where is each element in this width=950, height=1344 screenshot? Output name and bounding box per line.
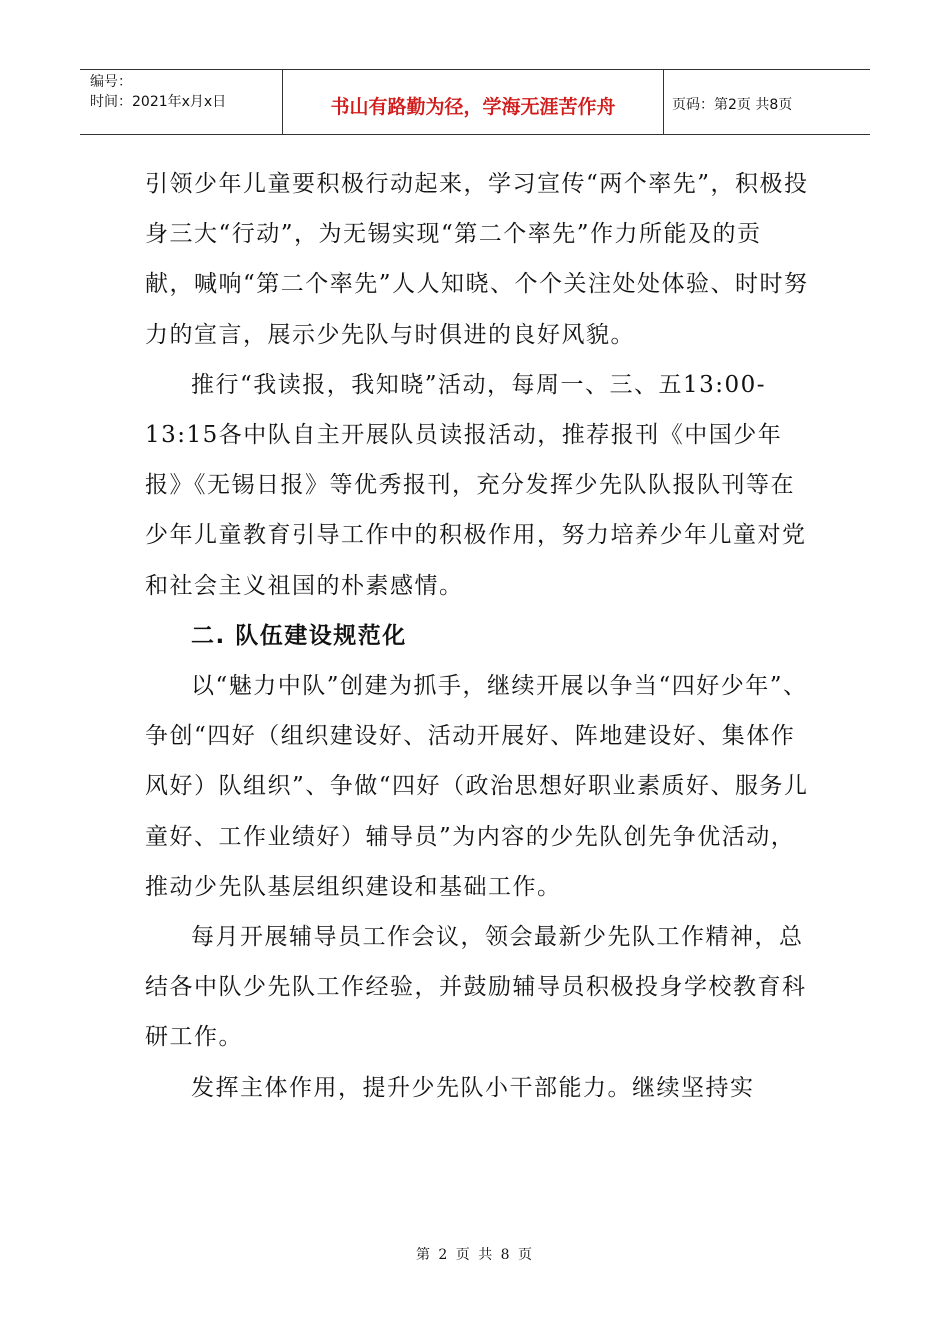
paragraph-5: 发挥主体作用，提升少先队小干部能力。继续坚持实 [191,1074,755,1101]
paragraph-4: 每月开展辅导员工作会议，领会最新少先队工作精神，总结各中队少先队工作经验，并鼓励辅导员积极投身学校教育科研工作。 [145,924,807,1051]
page-footer: 第 2 页 共 8 页 [415,1247,535,1263]
code-label: 编号： [90,74,132,90]
document-body [145,159,810,1113]
header-motto: 书山有路勤为径，学海无涯苦作舟 [283,70,664,134]
header-page-info: 页码：第2页 共8页 [672,97,793,113]
time-label: 时间：2021年x月x日 [90,94,227,110]
paragraph-2: 推行“我读报，我知晓”活动，每周一、三、五13:00-13:15各中队自主开展队员读报活动，推荐报刊《中国少年报》《无锡日报》等优秀报刊，充分发挥少先队队报队刊等在少年儿童教育引导工作中的积极作用，努力培养少年儿童对党和社会主义祖国的朴素感情。 [145,371,807,599]
section-heading: 二. 队伍建设规范化 [191,622,407,649]
paragraph-3: 以“魅力中队”创建为抓手，继续开展以争当“四好少年”、争创“四好（组织建设好、活动开展好、阵地建设好、集体作风好）队组织”、争做“四好（政治思想好职业素质好、服务儿童好、工作业绩好）辅导员”为内容的少先队创先争优活动，推动少先队基层组织建设和基础工作。 [145,673,809,900]
header-meta [80,70,283,134]
paragraph-1: 引领少年儿童要积极行动起来，学习宣传“两个率先”，积极投身三大“行动”，为无锡实现“第二个率先”作力所能及的贡献，喊响“第二个率先”人人知晓、个个关注处处体验、时时努力的宣言，展示少先队与时俱进的良好风貌。 [145,171,809,348]
page-header [80,69,870,135]
